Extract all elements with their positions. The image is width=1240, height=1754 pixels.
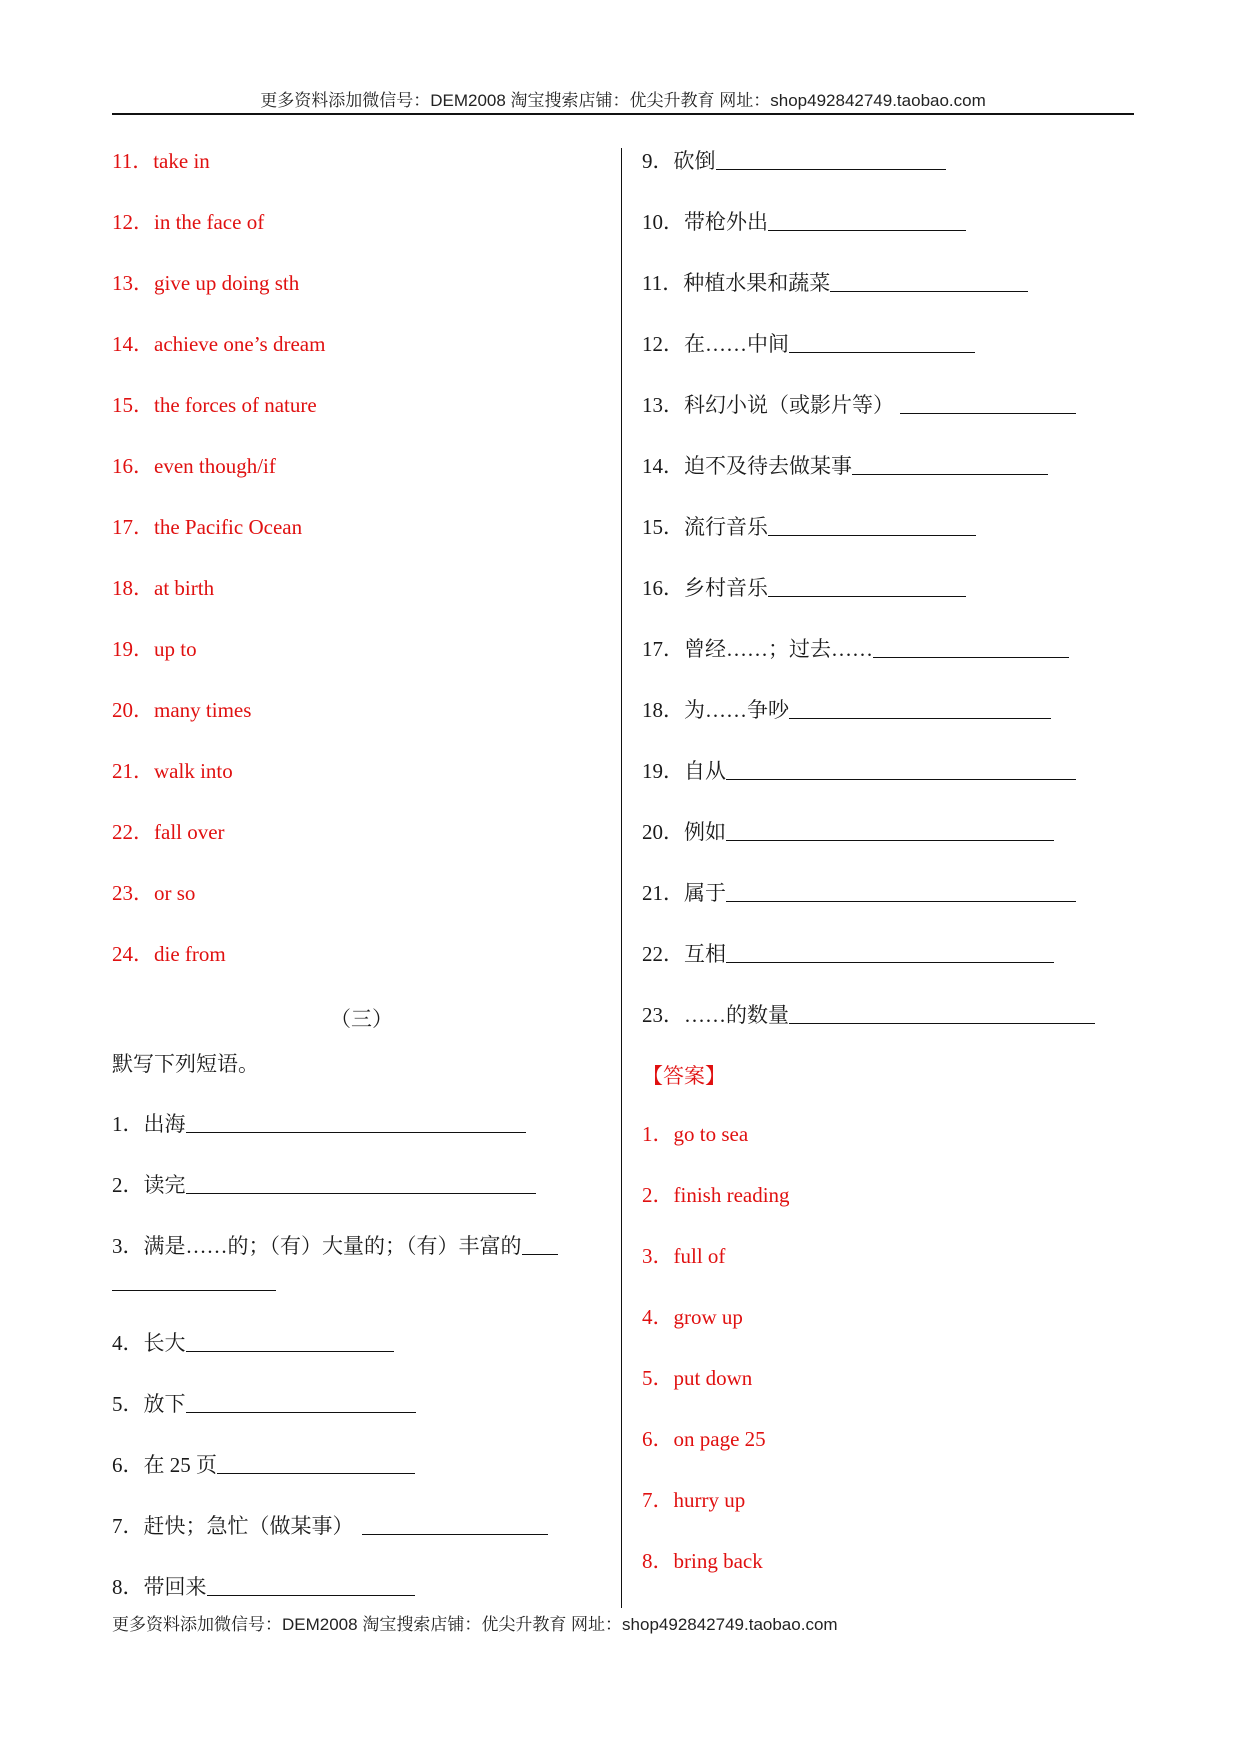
question-text: 11．种植水果和蔬菜 bbox=[642, 271, 831, 295]
answer-blank[interactable] bbox=[789, 698, 1051, 719]
page-header: 更多资料添加微信号：DEM2008 淘宝搜索店铺：优尖升教育 网址：shop492842749.taobao.com bbox=[260, 91, 986, 110]
question-item bbox=[642, 210, 966, 234]
answer-blank[interactable] bbox=[726, 759, 1076, 780]
question-text: 13．科幻小说（或影片等） bbox=[642, 393, 894, 417]
answer-item: 23．or so bbox=[112, 881, 196, 905]
question-item bbox=[642, 515, 976, 539]
answer-item: 21．walk into bbox=[112, 759, 233, 783]
question-item bbox=[112, 1575, 415, 1599]
answer-item: 14．achieve one’s dream bbox=[112, 332, 326, 356]
page-footer: 更多资料添加微信号：DEM2008 淘宝搜索店铺：优尖升教育 网址：shop492842749.taobao.com bbox=[112, 1615, 838, 1634]
question-text: 18．为……争吵 bbox=[642, 698, 789, 722]
answer-item: 15．the forces of nature bbox=[112, 393, 317, 417]
answer-blank[interactable] bbox=[726, 881, 1076, 902]
answer-blank[interactable] bbox=[768, 515, 976, 536]
question-item bbox=[642, 942, 1054, 966]
answer-blank[interactable] bbox=[852, 454, 1048, 475]
answer-item: 6．on page 25 bbox=[642, 1427, 766, 1451]
answer-blank[interactable] bbox=[362, 1514, 548, 1535]
question-item bbox=[642, 271, 1028, 295]
question-text: 3．满是……的；（有）大量的；（有）丰富的 bbox=[112, 1234, 522, 1258]
answer-blank[interactable] bbox=[830, 271, 1028, 292]
question-text: 20．例如 bbox=[642, 820, 726, 844]
question-text: 4．长大 bbox=[112, 1331, 186, 1355]
answer-blank[interactable] bbox=[186, 1392, 416, 1413]
answer-blank[interactable] bbox=[768, 210, 966, 231]
answer-item: 24．die from bbox=[112, 942, 226, 966]
question-text: 21．属于 bbox=[642, 881, 726, 905]
question-text: 17．曾经……；过去…… bbox=[642, 637, 873, 661]
question-item bbox=[112, 1453, 415, 1477]
answer-blank[interactable] bbox=[900, 393, 1076, 414]
answer-item: 7．hurry up bbox=[642, 1488, 746, 1512]
question-item bbox=[642, 393, 1076, 417]
answer-item: 1．go to sea bbox=[642, 1122, 749, 1146]
answer-blank[interactable] bbox=[207, 1575, 415, 1596]
answer-blank[interactable] bbox=[217, 1453, 415, 1474]
question-text: 8．带回来 bbox=[112, 1575, 207, 1599]
question-text: 7．赶快；急忙（做某事） bbox=[112, 1514, 354, 1538]
question-text: 15．流行音乐 bbox=[642, 515, 768, 539]
question-text: 23．……的数量 bbox=[642, 1003, 789, 1027]
question-text: 5．放下 bbox=[112, 1392, 186, 1416]
question-item bbox=[112, 1173, 536, 1197]
question-text: 22．互相 bbox=[642, 942, 726, 966]
question-item bbox=[112, 1331, 394, 1355]
question-item bbox=[642, 698, 1051, 722]
answer-item: 13．give up doing sth bbox=[112, 271, 300, 295]
question-item bbox=[642, 881, 1076, 905]
question-item-continued bbox=[112, 1270, 276, 1294]
question-text: 1．出海 bbox=[112, 1112, 186, 1136]
question-text: 14．迫不及待去做某事 bbox=[642, 454, 852, 478]
section-instruction: 默写下列短语。 bbox=[112, 1052, 259, 1076]
answer-blank[interactable] bbox=[726, 820, 1054, 841]
answer-blank[interactable] bbox=[186, 1173, 536, 1194]
question-item bbox=[642, 149, 946, 173]
question-item bbox=[642, 637, 1069, 661]
answer-blank[interactable] bbox=[726, 942, 1054, 963]
question-item bbox=[642, 1003, 1095, 1027]
answer-blank[interactable] bbox=[186, 1331, 394, 1352]
answer-item: 3．full of bbox=[642, 1244, 726, 1268]
section-title: （三） bbox=[330, 1007, 393, 1031]
question-text: 10．带枪外出 bbox=[642, 210, 768, 234]
answer-item: 18．at birth bbox=[112, 576, 215, 600]
question-item bbox=[112, 1392, 416, 1416]
answer-item: 16．even though/if bbox=[112, 454, 276, 478]
question-text: 19．自从 bbox=[642, 759, 726, 783]
answer-blank[interactable] bbox=[716, 149, 946, 170]
question-item bbox=[642, 820, 1054, 844]
question-item bbox=[112, 1112, 526, 1136]
question-text: 12．在……中间 bbox=[642, 332, 789, 356]
answer-blank[interactable] bbox=[768, 576, 966, 597]
answer-item: 17．the Pacific Ocean bbox=[112, 515, 303, 539]
column-divider bbox=[621, 148, 622, 1608]
header-divider bbox=[112, 113, 1134, 115]
answer-item: 12．in the face of bbox=[112, 210, 265, 234]
answer-blank[interactable] bbox=[789, 332, 975, 353]
answer-heading: 【答案】 bbox=[642, 1064, 726, 1088]
answer-item: 19．up to bbox=[112, 637, 197, 661]
answer-blank[interactable] bbox=[789, 1003, 1095, 1024]
question-item bbox=[112, 1514, 548, 1538]
answer-blank[interactable] bbox=[522, 1234, 558, 1255]
answer-item: 22．fall over bbox=[112, 820, 225, 844]
answer-item: 2．finish reading bbox=[642, 1183, 790, 1207]
question-item bbox=[642, 759, 1076, 783]
question-item bbox=[642, 454, 1048, 478]
question-item bbox=[642, 576, 966, 600]
question-item bbox=[642, 332, 975, 356]
question-text: 9．砍倒 bbox=[642, 149, 716, 173]
answer-item: 20．many times bbox=[112, 698, 252, 722]
answer-item: 5．put down bbox=[642, 1366, 753, 1390]
answer-blank[interactable] bbox=[112, 1270, 276, 1291]
answer-item: 4．grow up bbox=[642, 1305, 743, 1329]
question-text: 6．在 25 页 bbox=[112, 1453, 217, 1477]
question-text: 16．乡村音乐 bbox=[642, 576, 768, 600]
answer-item: 8．bring back bbox=[642, 1549, 763, 1573]
answer-item: 11．take in bbox=[112, 149, 210, 173]
question-item bbox=[112, 1234, 558, 1258]
answer-blank[interactable] bbox=[873, 637, 1069, 658]
question-text: 2．读完 bbox=[112, 1173, 186, 1197]
answer-blank[interactable] bbox=[186, 1112, 526, 1133]
